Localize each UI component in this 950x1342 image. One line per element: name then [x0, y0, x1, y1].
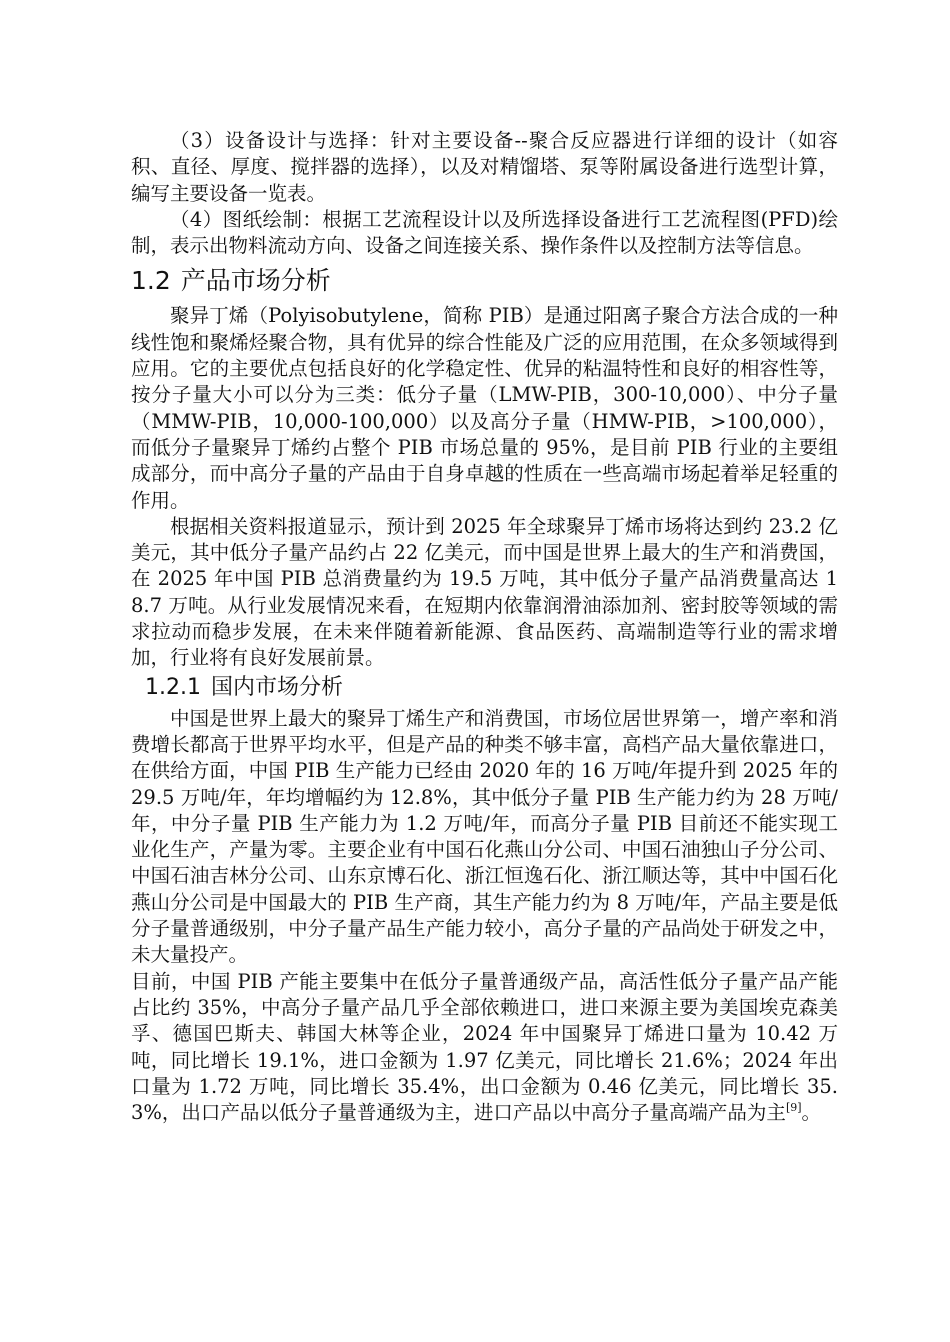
paragraph-domestic-trade-text: 目前，中国 PIB 产能主要集中在低分子量普通级产品，高活性低分子量产品产能占比约 35%，中高分子量产品几乎全部依赖进口，进口来源主要为美国埃克森美孚、德国巴斯夫、韩国大林等企业，2024 年中国聚异丁烯进口量为 10.42 万吨，同比增长 19.1%，进口金额为 1.97 亿美元，同比增长 21.6%；2024 年出口量为 1.72 万吨，同比增长 35.4%，出口金额为 0.46 亿美元，同比增长 35.3%，出口产品以低分子量普通级为主，进口产品以中高分子量高端产品为主 [131, 969, 838, 1125]
subsection-number: 1.2.1 [145, 674, 201, 700]
section-heading-1-2 [131, 263, 838, 299]
paragraph-end-punct: 。 [801, 1101, 822, 1125]
paragraph-domestic-trade [131, 969, 838, 1127]
paragraph-item-3: （3）设备设计与选择：针对主要设备--聚合反应器进行详细的设计（如容积、直径、厚度、搅拌器的选择），以及对精馏塔、泵等附属设备进行选型计算，编写主要设备一览表。 [131, 129, 838, 205]
paragraph-domestic-supply: 中国是世界上最大的聚异丁烯生产和消费国，市场位居世界第一，增产率和消费增长都高于世界平均水平，但是产品的种类不够丰富，高档产品大量依靠进口，在供给方面，中国 PIB 生产能力已经由 2020 年的 16 万吨/年提升到 2025 年的 29.5 万吨/年，年均增幅约为 12.8%，其中低分子量 PIB 生产能力约为 28 万吨/年，中分子量 PIB 生产能力为 1.2 万吨/年，而高分子量 PIB 目前还不能实现工业化生产，产量为零。主要企业有中国石化燕山分公司、中国石油独山子分公司、中国石油吉林分公司、山东京博石化、浙江恒逸石化、浙江顺达等，其中中国石化燕山分公司是中国最大的 PIB 生产商，其生产能力约为 8 万吨/年，产品主要是低分子量普通级别，中分子量产品生产能力较小，高分子量的产品尚处于研发之中，未大量投产。 [131, 706, 838, 967]
paragraph-market-forecast: 根据相关资料报道显示，预计到 2025 年全球聚异丁烯市场将达到约 23.2 亿美元，其中低分子量产品约占 22 亿美元，而中国是世界上最大的生产和消费国，在 2025 年中国 PIB 总消费量约为 19.5 万吨，其中低分子量产品消费量高达 18.7 万吨。从行业发展情况来看，在短期内依靠润滑油添加剂、密封胶等领域的需求拉动而稳步发展，在未来伴随着新能源、食品医药、高端制造等行业的需求增加，行业将有良好发展前景。 [131, 514, 838, 670]
paragraph-pib-overview: 聚异丁烯（Polyisobutylene，简称 PIB）是通过阳离子聚合方法合成的一种线性饱和聚烯烃聚合物，具有优异的综合性能及广泛的应用范围，在众多领域得到应用。它的主要优点包括良好的化学稳定性、优异的粘温特性和良好的相容性等，按分子量大小可以分为三类：低分子量（LMW-PIB，300-10,000）、中分子量（MMW-PIB，10,000-100,000）以及高分子量（HMW-PIB，>100,000），而低分子量聚异丁烯约占整个 PIB 市场总量的 95%，是目前 PIB 行业的主要组成部分，而中高分子量的产品由于自身卓越的性质在一些高端市场起着举足轻重的作用。 [131, 304, 838, 512]
paragraph-item-4: （4）图纸绘制：根据工艺流程设计以及所选择设备进行工艺流程图(PFD)绘制，表示出物料流动方向、设备之间连接关系、操作条件以及控制方法等信息。 [131, 207, 838, 258]
subsection-title: 国内市场分析 [210, 674, 343, 700]
subsection-heading-1-2-1 [145, 672, 838, 704]
section-title: 产品市场分析 [180, 266, 331, 296]
section-number: 1.2 [131, 266, 171, 296]
citation-reference: [9] [785, 1101, 802, 1115]
